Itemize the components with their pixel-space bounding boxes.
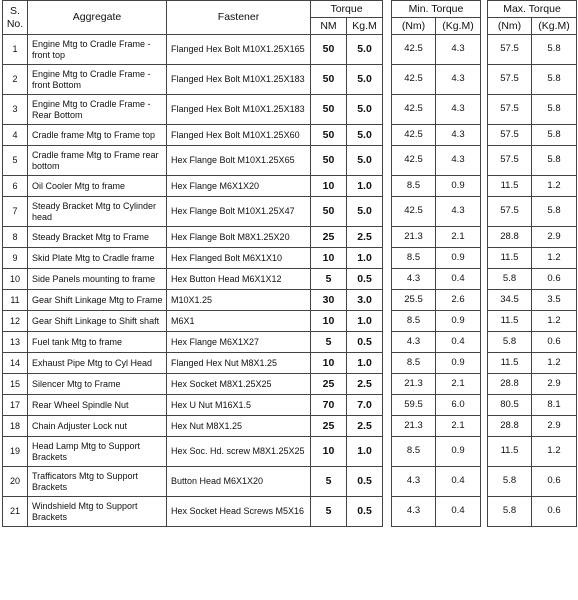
max-nm-cell: 28.8 [488,416,532,437]
aggregate-cell: Oil Cooler Mtg to frame [28,176,167,197]
col-header-nm: NM [311,18,347,35]
table-row [3,197,383,227]
min-kgm-cell: 0.4 [436,467,481,497]
torque-nm-cell: 10 [311,248,347,269]
min-kgm-cell: 2.1 [436,227,481,248]
max-kgm-cell: 8.1 [532,395,577,416]
row-number: 5 [3,146,28,176]
aggregate-cell: Exhaust Pipe Mtg to Cyl Head [28,353,167,374]
max-kgm-cell: 5.8 [532,35,577,65]
table-row [3,176,383,197]
table-row [3,332,383,353]
max-kgm-cell: 1.2 [532,176,577,197]
row-number: 19 [3,437,28,467]
table-row [3,65,383,95]
row-number: 12 [3,311,28,332]
max-kgm-cell: 5.8 [532,95,577,125]
row-number: 2 [3,65,28,95]
fastener-cell: Hex Flange M6X1X27 [167,332,311,353]
row-number: 7 [3,197,28,227]
torque-kgm-cell: 5.0 [347,35,383,65]
table-row [3,125,383,146]
torque-kgm-cell: 0.5 [347,497,383,527]
row-number: 9 [3,248,28,269]
max-kgm-cell: 0.6 [532,269,577,290]
aggregate-cell: Engine Mtg to Cradle Frame - front Bottom [28,65,167,95]
min-nm-cell: 42.5 [392,65,436,95]
aggregate-cell: Steady Bracket Mtg to Frame [28,227,167,248]
aggregate-cell: Gear Shift Linkage to Shift shaft [28,311,167,332]
min-nm-cell: 4.3 [392,332,436,353]
torque-kgm-cell: 7.0 [347,395,383,416]
min-nm-cell: 8.5 [392,437,436,467]
max-kgm-cell: 5.8 [532,125,577,146]
max-torque-row [488,374,577,395]
min-torque-row [392,197,481,227]
col-header-aggregate: Aggregate [28,1,167,35]
max-kgm-cell: 0.6 [532,332,577,353]
min-nm-cell: 8.5 [392,176,436,197]
max-torque-row [488,353,577,374]
torque-nm-cell: 10 [311,437,347,467]
max-nm-cell: 5.8 [488,332,532,353]
torque-nm-cell: 10 [311,353,347,374]
min-torque-row [392,227,481,248]
torque-kgm-cell: 1.0 [347,248,383,269]
max-kgm-cell: 1.2 [532,311,577,332]
torque-nm-cell: 10 [311,311,347,332]
min-nm-cell: 21.3 [392,374,436,395]
torque-table [2,0,383,527]
torque-kgm-cell: 3.0 [347,290,383,311]
min-torque-row [392,374,481,395]
min-kgm-cell: 2.1 [436,416,481,437]
max-torque-row [488,467,577,497]
min-nm-cell: 42.5 [392,146,436,176]
fastener-cell: Hex U Nut M16X1.5 [167,395,311,416]
col-header-max-nm: (Nm) [488,18,532,35]
aggregate-cell: Side Panels mounting to frame [28,269,167,290]
min-nm-cell: 8.5 [392,311,436,332]
max-nm-cell: 11.5 [488,311,532,332]
table-row [3,416,383,437]
max-torque-table [487,0,577,527]
min-torque-row [392,290,481,311]
min-nm-cell: 21.3 [392,416,436,437]
max-torque-row [488,311,577,332]
max-torque-row [488,395,577,416]
min-torque-row [392,416,481,437]
table-row [3,374,383,395]
min-torque-table [391,0,481,527]
fastener-cell: Hex Flange Bolt M10X1.25X65 [167,146,311,176]
torque-nm-cell: 5 [311,497,347,527]
torque-kgm-cell: 0.5 [347,332,383,353]
max-nm-cell: 11.5 [488,176,532,197]
min-torque-row [392,95,481,125]
table-row [3,95,383,125]
torque-nm-cell: 70 [311,395,347,416]
max-nm-cell: 11.5 [488,353,532,374]
row-number: 4 [3,125,28,146]
max-torque-row [488,332,577,353]
fastener-cell: Hex Socket Head Screws M5X16 [167,497,311,527]
max-kgm-cell: 2.9 [532,374,577,395]
row-number: 20 [3,467,28,497]
torque-kgm-cell: 5.0 [347,95,383,125]
fastener-cell: Hex Flange M6X1X20 [167,176,311,197]
table-row [3,311,383,332]
max-torque-row [488,95,577,125]
min-torque-row [392,311,481,332]
torque-kgm-cell: 1.0 [347,353,383,374]
col-header-max-torque: Max. Torque [488,1,577,18]
min-kgm-cell: 0.9 [436,353,481,374]
min-kgm-cell: 2.1 [436,374,481,395]
row-number: 10 [3,269,28,290]
fastener-cell: Flanged Hex Bolt M10X1.25X183 [167,95,311,125]
min-torque-row [392,332,481,353]
min-torque-row [392,65,481,95]
min-torque-row [392,395,481,416]
torque-kgm-cell: 5.0 [347,65,383,95]
max-nm-cell: 5.8 [488,269,532,290]
max-nm-cell: 5.8 [488,497,532,527]
max-kgm-cell: 5.8 [532,65,577,95]
torque-nm-cell: 25 [311,416,347,437]
max-nm-cell: 5.8 [488,467,532,497]
max-torque-row [488,437,577,467]
min-nm-cell: 42.5 [392,95,436,125]
col-header-min-torque: Min. Torque [392,1,481,18]
row-number: 15 [3,374,28,395]
min-nm-cell: 25.5 [392,290,436,311]
min-kgm-cell: 0.9 [436,437,481,467]
min-torque-row [392,125,481,146]
torque-kgm-cell: 5.0 [347,197,383,227]
col-header-min-nm: (Nm) [392,18,436,35]
row-number: 21 [3,497,28,527]
aggregate-cell: Gear Shift Linkage Mtg to Frame [28,290,167,311]
col-header-max-kgm: (Kg.M) [532,18,577,35]
max-nm-cell: 57.5 [488,197,532,227]
aggregate-cell: Skid Plate Mtg to Cradle frame [28,248,167,269]
max-nm-cell: 57.5 [488,95,532,125]
aggregate-cell: Engine Mtg to Cradle Frame - front top [28,35,167,65]
fastener-cell: Hex Socket M8X1.25X25 [167,374,311,395]
row-number: 1 [3,35,28,65]
fastener-cell: M6X1 [167,311,311,332]
table-row [3,146,383,176]
torque-kgm-cell: 5.0 [347,125,383,146]
max-kgm-cell: 0.6 [532,467,577,497]
col-header-kgm: Kg.M [347,18,383,35]
max-torque-row [488,35,577,65]
torque-kgm-cell: 0.5 [347,467,383,497]
torque-nm-cell: 25 [311,227,347,248]
min-torque-row [392,437,481,467]
fastener-cell: M10X1.25 [167,290,311,311]
aggregate-cell: Head Lamp Mtg to Support Brackets [28,437,167,467]
fastener-cell: Hex Flanged Bolt M6X1X10 [167,248,311,269]
max-torque-row [488,197,577,227]
max-kgm-cell: 5.8 [532,146,577,176]
max-kgm-cell: 1.2 [532,353,577,374]
table-row [3,269,383,290]
torque-kgm-cell: 1.0 [347,311,383,332]
fastener-cell: Button Head M6X1X20 [167,467,311,497]
max-kgm-cell: 2.9 [532,227,577,248]
min-torque-row [392,269,481,290]
max-nm-cell: 57.5 [488,125,532,146]
max-kgm-cell: 5.8 [532,197,577,227]
col-header-sno: S. No. [3,1,28,35]
torque-nm-cell: 50 [311,197,347,227]
max-nm-cell: 11.5 [488,248,532,269]
max-nm-cell: 28.8 [488,374,532,395]
table-row [3,467,383,497]
min-torque-row [392,146,481,176]
max-kgm-cell: 1.2 [532,437,577,467]
min-torque-row [392,248,481,269]
max-torque-row [488,65,577,95]
aggregate-cell: Engine Mtg to Cradle Frame - Rear Bottom [28,95,167,125]
torque-nm-cell: 50 [311,35,347,65]
min-kgm-cell: 4.3 [436,35,481,65]
row-number: 13 [3,332,28,353]
aggregate-cell: Trafficators Mtg to Support Brackets [28,467,167,497]
min-nm-cell: 8.5 [392,353,436,374]
torque-nm-cell: 5 [311,269,347,290]
max-nm-cell: 28.8 [488,227,532,248]
torque-kgm-cell: 5.0 [347,146,383,176]
max-kgm-cell: 0.6 [532,497,577,527]
aggregate-cell: Silencer Mtg to Frame [28,374,167,395]
col-header-min-kgm: (Kg.M) [436,18,481,35]
max-kgm-cell: 3.5 [532,290,577,311]
min-nm-cell: 42.5 [392,125,436,146]
aggregate-cell: Windshield Mtg to Support Brackets [28,497,167,527]
table-row [3,227,383,248]
min-kgm-cell: 4.3 [436,125,481,146]
row-number: 8 [3,227,28,248]
max-nm-cell: 57.5 [488,146,532,176]
min-torque-row [392,467,481,497]
torque-nm-cell: 50 [311,125,347,146]
aggregate-cell: Cradle frame Mtg to Frame rear bottom [28,146,167,176]
torque-nm-cell: 50 [311,95,347,125]
min-kgm-cell: 4.3 [436,95,481,125]
fastener-cell: Flanged Hex Bolt M10X1.25X183 [167,65,311,95]
max-nm-cell: 11.5 [488,437,532,467]
max-torque-row [488,290,577,311]
row-number: 17 [3,395,28,416]
torque-nm-cell: 5 [311,332,347,353]
fastener-cell: Flanged Hex Bolt M10X1.25X60 [167,125,311,146]
min-torque-row [392,35,481,65]
row-number: 11 [3,290,28,311]
max-nm-cell: 34.5 [488,290,532,311]
fastener-cell: Hex Button Head M6X1X12 [167,269,311,290]
torque-kgm-cell: 2.5 [347,374,383,395]
table-row [3,395,383,416]
max-torque-row [488,176,577,197]
fastener-cell: Hex Flange Bolt M10X1.25X47 [167,197,311,227]
aggregate-cell: Steady Bracket Mtg to Cylinder head [28,197,167,227]
max-nm-cell: 57.5 [488,65,532,95]
torque-kgm-cell: 2.5 [347,416,383,437]
min-kgm-cell: 0.9 [436,311,481,332]
aggregate-cell: Fuel tank Mtg to frame [28,332,167,353]
max-nm-cell: 80.5 [488,395,532,416]
torque-kgm-cell: 0.5 [347,269,383,290]
torque-nm-cell: 50 [311,146,347,176]
col-header-fastener: Fastener [167,1,311,35]
row-number: 6 [3,176,28,197]
row-number: 3 [3,95,28,125]
min-nm-cell: 8.5 [392,248,436,269]
min-kgm-cell: 0.4 [436,332,481,353]
max-kgm-cell: 1.2 [532,248,577,269]
table-row [3,353,383,374]
aggregate-cell: Rear Wheel Spindle Nut [28,395,167,416]
max-torque-row [488,248,577,269]
min-kgm-cell: 0.9 [436,176,481,197]
max-torque-row [488,227,577,248]
torque-nm-cell: 10 [311,176,347,197]
max-torque-row [488,269,577,290]
min-nm-cell: 21.3 [392,227,436,248]
min-nm-cell: 42.5 [392,197,436,227]
col-header-torque: Torque [311,1,383,18]
fastener-cell: Hex Soc. Hd. screw M8X1.25X25 [167,437,311,467]
min-nm-cell: 42.5 [392,35,436,65]
torque-kgm-cell: 1.0 [347,176,383,197]
fastener-cell: Flanged Hex Bolt M10X1.25X165 [167,35,311,65]
min-kgm-cell: 0.4 [436,497,481,527]
torque-nm-cell: 30 [311,290,347,311]
fastener-cell: Hex Nut M8X1.25 [167,416,311,437]
max-torque-row [488,497,577,527]
table-row [3,248,383,269]
table-row [3,437,383,467]
table-row [3,497,383,527]
min-kgm-cell: 0.4 [436,269,481,290]
min-nm-cell: 59.5 [392,395,436,416]
min-kgm-cell: 4.3 [436,146,481,176]
torque-nm-cell: 5 [311,467,347,497]
max-torque-row [488,125,577,146]
min-torque-row [392,353,481,374]
torque-nm-cell: 25 [311,374,347,395]
min-nm-cell: 4.3 [392,467,436,497]
table-row [3,290,383,311]
torque-nm-cell: 50 [311,65,347,95]
row-number: 18 [3,416,28,437]
aggregate-cell: Chain Adjuster Lock nut [28,416,167,437]
max-torque-row [488,146,577,176]
row-number: 14 [3,353,28,374]
max-torque-row [488,416,577,437]
torque-kgm-cell: 2.5 [347,227,383,248]
min-torque-row [392,497,481,527]
min-kgm-cell: 4.3 [436,197,481,227]
fastener-cell: Flanged Hex Nut M8X1.25 [167,353,311,374]
min-nm-cell: 4.3 [392,497,436,527]
table-row [3,35,383,65]
min-kgm-cell: 6.0 [436,395,481,416]
min-torque-row [392,176,481,197]
aggregate-cell: Cradle frame Mtg to Frame top [28,125,167,146]
fastener-cell: Hex Flange Bolt M8X1.25X20 [167,227,311,248]
max-kgm-cell: 2.9 [532,416,577,437]
max-nm-cell: 57.5 [488,35,532,65]
torque-kgm-cell: 1.0 [347,437,383,467]
min-nm-cell: 4.3 [392,269,436,290]
min-kgm-cell: 2.6 [436,290,481,311]
min-kgm-cell: 4.3 [436,65,481,95]
min-kgm-cell: 0.9 [436,248,481,269]
